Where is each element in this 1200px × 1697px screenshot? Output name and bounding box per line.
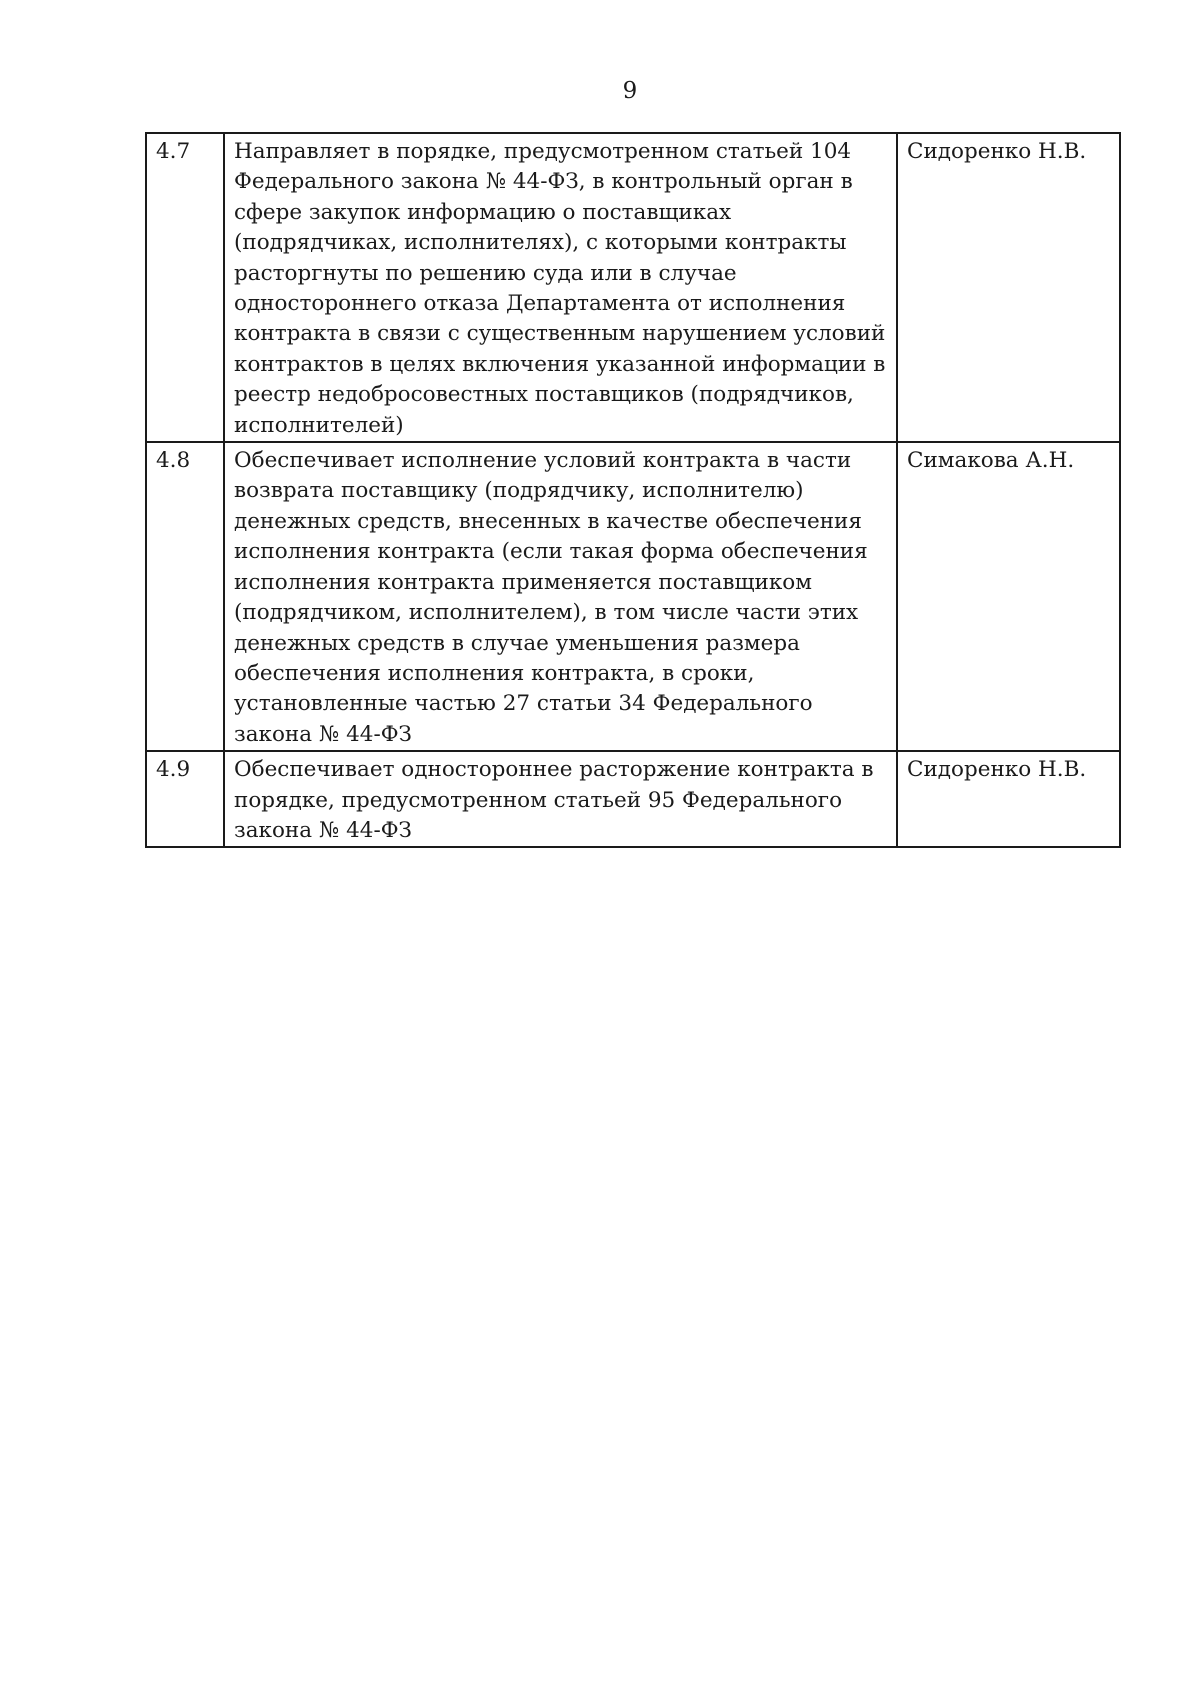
item-description: Направляет в порядке, предусмотренном статьей 104 Федерального закона № 44-ФЗ, в контрольный орган в сфере закупок информацию о поставщиках (подрядчиках, исполнителях), с которыми контракты расторгнуты по решению суда или в случае одностороннего отказа Департамента от исполнения контракта в связи с существенным нарушением условий контрактов в целях включения указанной информации в реестр недобросовестных поставщиков (подрядчиков, исполнителей)	[224, 133, 897, 442]
item-description: Обеспечивает одностороннее расторжение контракта в порядке, предусмотренном статьей 95 Федерального закона № 44-ФЗ	[224, 751, 897, 847]
item-number: 4.7	[146, 133, 224, 442]
page-number: 9	[622, 78, 638, 104]
item-responsible: Симакова А.Н.	[897, 442, 1120, 751]
item-number: 4.9	[146, 751, 224, 847]
item-description: Обеспечивает исполнение условий контракта в части возврата поставщику (подрядчику, исполнителю) денежных средств, внесенных в качестве обеспечения исполнения контракта (если такая форма обеспечения исполнения контракта применяется поставщиком (подрядчиком, исполнителем), в том числе части этих денежных средств в случае уменьшения размера обеспечения исполнения контракта, в сроки, установленные частью 27 статьи 34 Федерального закона № 44-ФЗ	[224, 442, 897, 751]
table-row	[146, 442, 1120, 751]
item-responsible: Сидоренко Н.В.	[897, 133, 1120, 442]
table-row	[146, 751, 1120, 847]
table-row	[146, 133, 1120, 442]
duties-table	[145, 132, 1121, 848]
item-responsible: Сидоренко Н.В.	[897, 751, 1120, 847]
item-number: 4.8	[146, 442, 224, 751]
